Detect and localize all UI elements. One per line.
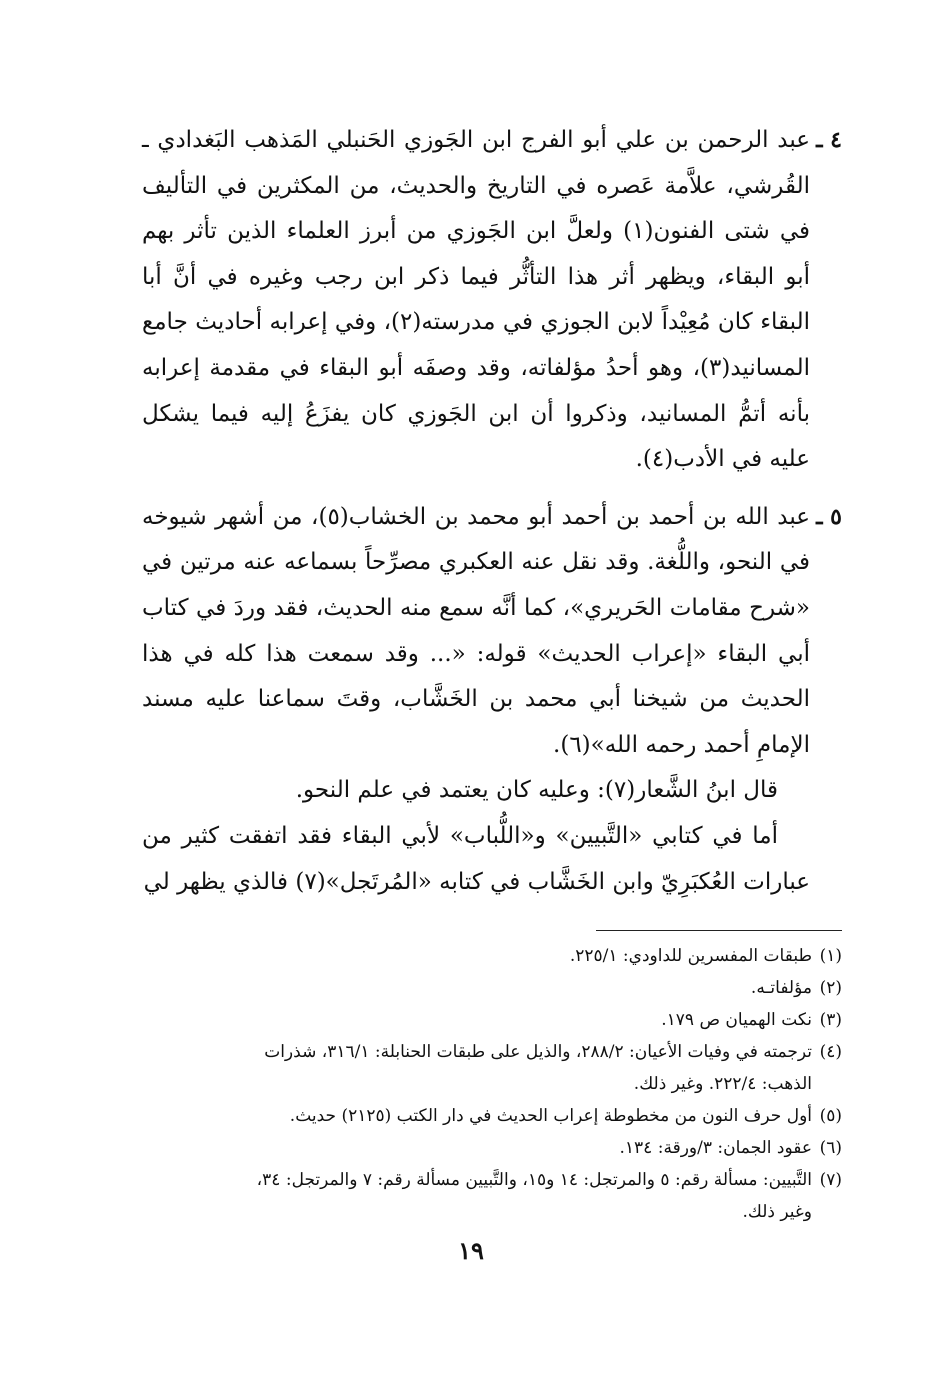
footnote [142, 972, 842, 1004]
footnote-number: (٦) [819, 1138, 842, 1158]
entry-number: ٤ ـ [816, 127, 842, 153]
footnote [142, 1164, 842, 1196]
footnote-text: مؤلفاتـه. [750, 978, 812, 998]
body-paragraph: أما في كتابي «التَّبيين» و«اللُّباب» لأبي البقاء فقد اتفقت كثير من عبارات العُكبَرِيّ وابن الخَشَّاب في كتابه «المُرتَجل»(٧) فالذي يظهر لي [142, 822, 810, 895]
footnote-number: (٤) [819, 1042, 842, 1062]
footnote-continuation: الذهب: ٢٢٢/٤. وغير ذلك. [633, 1074, 812, 1094]
footnote-number: (٧) [819, 1170, 842, 1190]
footnote-text: أول حرف النون من مخطوطة إعراب الحديث في دار الكتب (٢١٢٥) حديث. [289, 1106, 812, 1126]
footnote [142, 940, 842, 972]
biography-entry [142, 118, 842, 483]
footnotes [142, 940, 842, 1228]
footnote-text: التَّبيين: مسألة رقم: ٥ والمرتجل: ١٤ و١٥، والتَّبيين مسألة رقم: ٧ والمرتجل: ٣٤، [256, 1170, 812, 1190]
footnote-number: (١) [819, 946, 842, 966]
footnote-text: طبقات المفسرين للداودي: ٢٢٥/١. [569, 946, 812, 966]
entry-text: عبد الرحمن بن علي أبو الفرج ابن الجَوزي الحَنبلي المَذهب البَغدادي ـ القُرشي، علاَّمة عَصره في التاريخ والحديث، من المكثرين في التأليف في شتى الفنون(١) ولعلَّ ابن الجَوزي من أبرز العلماء الذين تأثر بهم أبو البقاء، ويظهر أثر هذا التأثُّر فيما ذكر ابن رجب وغيره في أنَّ أبا البقاء كان مُعِيْداً لابن الجوزي في مدرسته(٢)، وفي إعرابه أحاديث جامع المسانيد(٣)، وهو أحدُ مؤلفاته، وقد وصفَه أبو البقاء في مقدمة إعرابه بأنه أتمُّ المسانيد، وذكروا أن ابن الجَوزي كان يفزَعُ إليه فيما يشكل عليه في الأدب(٤). [142, 127, 811, 473]
main-text [142, 118, 842, 905]
footnote [142, 1132, 842, 1164]
footnote-number: (٥) [819, 1106, 842, 1126]
footnote [142, 1100, 842, 1132]
footnote-text: عقود الجمان: ٣/ورقة: ١٣٤. [619, 1138, 812, 1158]
biography-entry [142, 495, 842, 769]
page-number: ١٩ [458, 1236, 484, 1265]
footnote-text: ترجمته في وفيات الأعيان: ٢٨٨/٢، والذيل على طبقات الحنابلة: ٣١٦/١، شذرات [264, 1042, 812, 1062]
footnote [142, 1036, 842, 1068]
footnote [142, 1004, 842, 1036]
body-paragraph: قال ابنُ الشَّعار(٧): وعليه كان يعتمد في علم النحو. [295, 777, 778, 804]
footnote-number: (٢) [819, 978, 842, 998]
footnote-divider [596, 930, 842, 931]
entry-number: ٥ ـ [816, 503, 842, 530]
entry-text: عبد الله بن أحمد بن أحمد أبو محمد بن الخشاب(٥)، من أشهر شيوخه في النحو، واللُّغة. وقد نقل عنه العكبري مصرِّحاً بسماعه عنه مرتين في «شرح مقامات الحَريري»، كما أنَّه سمع منه الحديث، فقد وردَ في كتاب أبي البقاء «إعراب الحديث» قوله: «... وقد سمعت هذا كله في هذا الحديث من شيخنا أبي محمد بن الخَشَّاب، وقتَ سماعنا عليه مسند الإمامِ أحمد رحمه الله»(٦). [142, 503, 810, 758]
footnote-text: نكت الهميان ص ١٧٩. [661, 1010, 812, 1030]
footnote-number: (٣) [819, 1010, 842, 1030]
footnote-continuation: وغير ذلك. [742, 1202, 812, 1222]
